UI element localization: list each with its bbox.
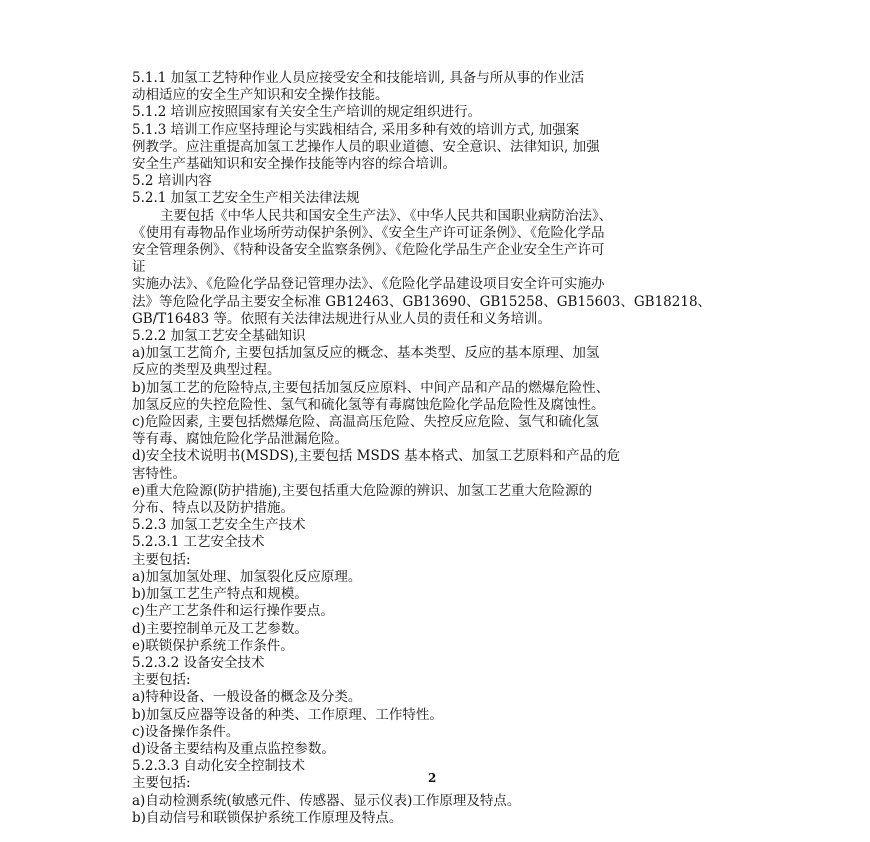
text-line: 主要包括: [132, 775, 191, 792]
text-line: 《使用有毒物品作业场所劳动保护条例》、《安全生产许可证条例》、《危险化学品 [132, 224, 605, 241]
text-line: 主要包括《中华人民共和国安全生产法》、《中华人民共和国职业病防治法》、 [160, 207, 613, 224]
section-heading: 5.2.2 加氢工艺安全基础知识 [132, 328, 306, 345]
text-line: a)自动检测系统(敏感元件、传感器、显示仪表)工作原理及特点。 [132, 792, 521, 809]
text-line: 动相适应的安全生产知识和安全操作技能。 [132, 87, 389, 104]
text-line: 5.1.1 加氢工艺特种作业人员应接受安全和技能培训, 具备与所从事的作业活 [132, 70, 585, 86]
text-line: 5.1.3 培训工作应坚持理论与实践相结合, 采用多种有效的培训方式, 加强案 [132, 121, 580, 138]
text-line: a)特种设备、一般设备的概念及分类。 [132, 689, 362, 706]
text-line: b)加氢工艺的危险特点,主要包括加氢反应原料、中间产品和产品的燃爆危险性、 [132, 379, 610, 396]
text-line: 实施办法》、《危险化学品登记管理办法》、《危险化学品建设项目安全许可实施办 [132, 276, 605, 293]
text-line: b)自动信号和联锁保护系统工作原理及特点。 [132, 809, 403, 826]
text-line: c)生产工艺条件和运行操作要点。 [132, 603, 334, 620]
text-line: 加氢反应的失控危险性、氢气和硫化氢等有毒腐蚀危险化学品危险性及腐蚀性。 [132, 396, 605, 413]
document-body [132, 70, 747, 827]
text-line: c)危险因素, 主要包括燃爆危险、高温高压危险、失控反应危险、氢气和硫化氢 [132, 414, 599, 431]
text-line: e)联锁保护系统工作条件。 [132, 637, 294, 654]
text-line: e)重大危险源(防护措施),主要包括重大危险源的辨识、加氢工艺重大危险源的 [132, 482, 593, 499]
section-heading: 5.2 培训内容 [132, 173, 212, 190]
section-heading: 5.2.3.1 工艺安全技术 [132, 534, 265, 551]
text-line: 反应的类型及典型过程。 [132, 362, 281, 379]
text-line: GB/T16483 等。依照有关法律法规进行从业人员的责任和义务培训。 [132, 310, 551, 327]
text-line: 法》等危险化学品主要安全标准 GB12463、GB13690、GB15258、GB15603、GB18218、 [132, 293, 712, 310]
text-line: d)主要控制单元及工艺参数。 [132, 620, 308, 637]
text-line: b)加氢反应器等设备的种类、工作原理、工作特性。 [132, 706, 443, 723]
section-heading: 5.2.1 加氢工艺安全生产相关法律法规 [132, 190, 360, 207]
text-line: 等有毒、腐蚀危险化学品泄漏危险。 [132, 431, 348, 448]
section-heading: 5.2.3 加氢工艺安全生产技术 [132, 517, 306, 534]
text-line: 害特性。 [132, 465, 186, 482]
text-line: c)设备操作条件。 [132, 723, 240, 740]
text-line: b)加氢工艺生产特点和规模。 [132, 586, 308, 603]
text-line: 安全生产基础知识和安全操作技能等内容的综合培训。 [132, 156, 456, 173]
section-heading: 5.2.3.3 自动化安全控制技术 [132, 758, 306, 775]
text-line: 分布、特点以及防护措施。 [132, 500, 294, 517]
text-line: 主要包括: [132, 551, 191, 568]
text-line: a)加氢工艺简介, 主要包括加氢反应的概念、基本类型、反应的基本原理、加氢 [132, 345, 600, 362]
text-line: d)设备主要结构及重点监控参数。 [132, 740, 335, 757]
text-line: 例教学。应注重提高加氢工艺操作人员的职业道德、安全意识、法律知识, 加强 [132, 138, 600, 155]
text-line: 主要包括: [132, 672, 191, 689]
text-line: 安全管理条例》、《特种设备安全监察条例》、《危险化学品生产企业安全生产许可 [132, 242, 605, 259]
section-heading: 5.2.3.2 设备安全技术 [132, 654, 265, 671]
text-line: 5.1.2 培训应按照国家有关安全生产培训的规定组织进行。 [132, 104, 482, 121]
text-line: a)加氢加氢处理、加氢裂化反应原理。 [132, 568, 362, 585]
text-line: 证 [132, 259, 146, 276]
text-line: d)安全技术说明书(MSDS),主要包括 MSDS 基本格式、加氢工艺原料和产品的危 [132, 448, 621, 465]
page-number: 2 [428, 771, 437, 785]
